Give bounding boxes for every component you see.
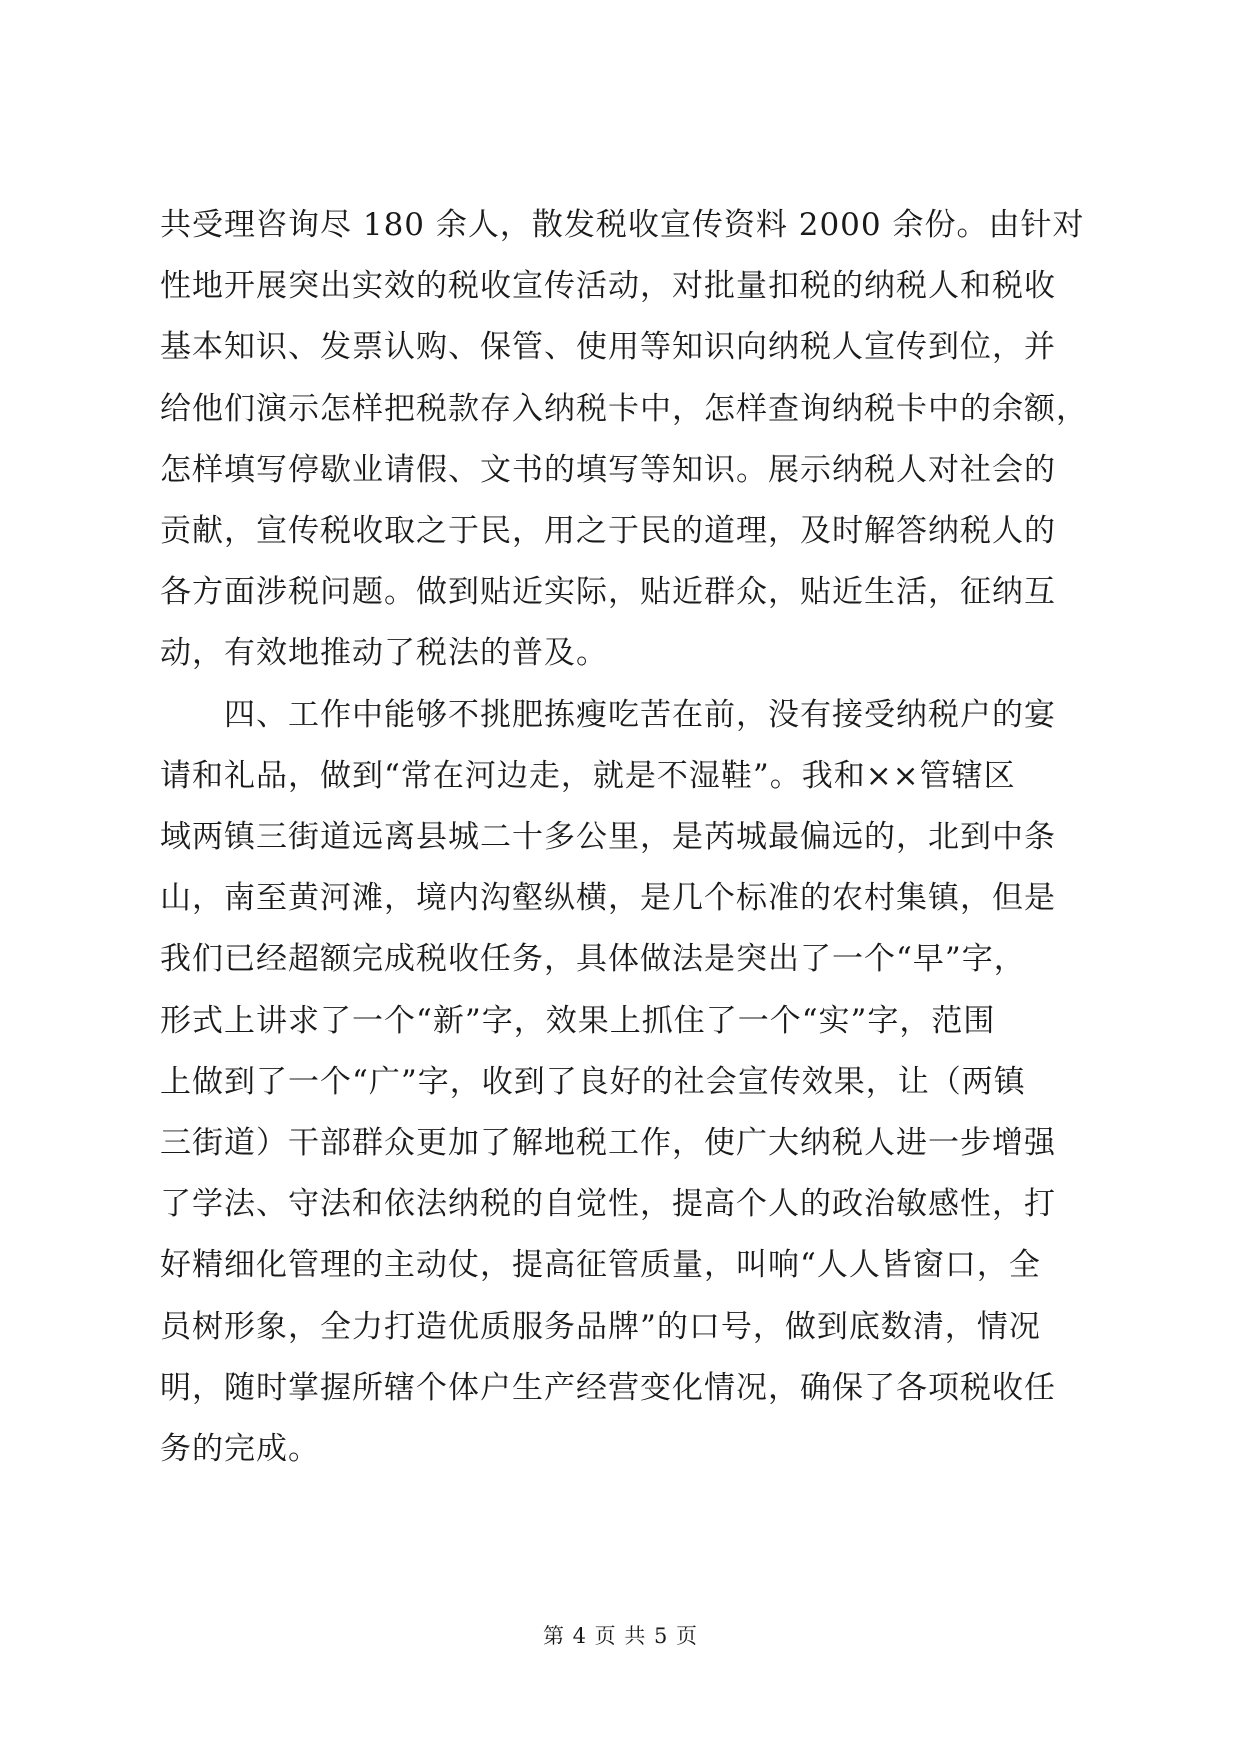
text-line: 贡献，宣传税收取之于民，用之于民的道理，及时解答纳税人的: [160, 513, 1056, 549]
text-line: 员树形象，全力打造优质服务品牌”的口号，做到底数清，情况: [160, 1308, 1041, 1345]
text-line: 共受理咨询尽 180 余人，散发税收宣传资料 2000 余份。由针对: [160, 207, 1085, 243]
text-line: 务的完成。: [160, 1431, 320, 1467]
text-line: 请和礼品，做到“常在河边走，就是不湿鞋”。我和××管辖区: [160, 757, 1016, 794]
text-line: 给他们演示怎样把税款存入纳税卡中，怎样查询纳税卡中的余额，: [160, 390, 1088, 427]
text-line: 性地开展突出实效的税收宣传活动，对批量扣税的纳税人和税收: [160, 268, 1056, 305]
text-line: 基本知识、发票认购、保管、使用等知识向纳税人宣传到位，并: [160, 329, 1056, 366]
page-footer: 第 4 页 共 5 页: [542, 1624, 699, 1648]
text-line: 山，南至黄河滩，境内沟壑纵横，是几个标准的农村集镇，但是: [160, 880, 1056, 917]
text-line: 域两镇三街道远离县城二十多公里，是芮城最偏远的，北到中条: [160, 819, 1056, 855]
text-line: 上做到了一个“广”字，收到了良好的社会宣传效果，让（两镇: [160, 1063, 1026, 1100]
text-line: 四、工作中能够不挑肥拣瘦吃苦在前，没有接受纳税户的宴: [160, 696, 1056, 733]
text-line: 各方面涉税问题。做到贴近实际，贴近群众，贴近生活，征纳互: [160, 574, 1056, 611]
text-line: 三街道）干部群众更加了解地税工作，使广大纳税人进一步增强: [160, 1125, 1056, 1161]
text-line: 怎样填写停歇业请假、文书的填写等知识。展示纳税人对社会的: [160, 451, 1056, 488]
text-line: 明，随时掌握所辖个体户生产经营变化情况，确保了各项税收任: [160, 1369, 1056, 1406]
text-line: 了学法、守法和依法纳税的自觉性，提高个人的政治敏感性，打: [160, 1186, 1056, 1223]
text-line: 好精细化管理的主动仗，提高征管质量，叫响“人人皆窗口，全: [160, 1247, 1041, 1284]
text-line: 动，有效地推动了税法的普及。: [160, 635, 608, 672]
text-line: 形式上讲求了一个“新”字，效果上抓住了一个“实”字，范围: [160, 1002, 996, 1039]
text-line: 我们已经超额完成税收任务，具体做法是突出了一个“早”字，: [160, 941, 1026, 978]
